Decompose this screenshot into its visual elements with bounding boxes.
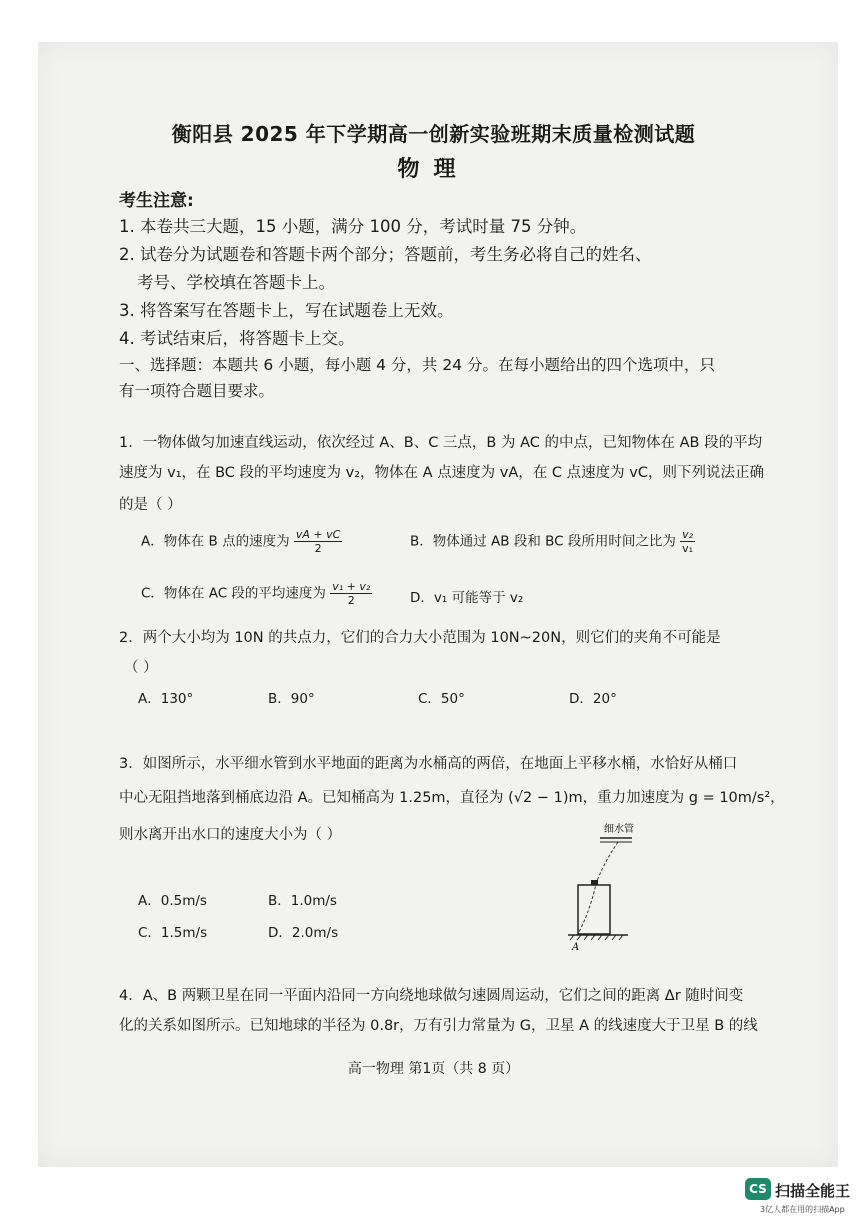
- page-footer: 高一物理 第1页（共 8 页）: [347, 1061, 520, 1077]
- q3-option-c: C．1.5m/s: [138, 925, 208, 941]
- q4-line1: 4．A、B 两颗卫星在同一平面内沿同一方向绕地球做匀速圆周运动，它们之间的距离 Δr 随时间变: [119, 988, 744, 1004]
- q3-line3: 则水离开出水口的速度大小为（ ）: [119, 827, 342, 843]
- q3-bucket-figure: [560, 816, 650, 956]
- q1-option-c-denominator: 2: [347, 594, 355, 607]
- section1-line2: 有一项符合题目要求。: [119, 382, 275, 400]
- scanner-brand: 扫描全能王: [775, 1182, 851, 1200]
- point-a-label: A: [572, 942, 580, 953]
- q1-option-b: [410, 528, 695, 555]
- q4-line2: 化的关系如图所示。已知地球的半径为 0.8r，万有引力常量为 G，卫星 A 的线速度大于卫星 B 的线: [119, 1018, 758, 1034]
- q1-option-a-numerator: vA + vC: [295, 528, 341, 541]
- q3-line2: 中心无阻挡地落到桶底边沿 A。已知桶高为 1.25m，直径为 (√2 − 1)m，重力加速度为 g = 10m/s²，: [119, 790, 785, 806]
- notice-item-1: 1. 本卷共三大题，15 小题，满分 100 分，考试时量 75 分钟。: [119, 217, 587, 236]
- q3-option-b: B．1.0m/s: [268, 893, 337, 909]
- q1-option-b-numerator: v₂: [682, 528, 694, 541]
- q1-line3: 的是（ ）: [119, 497, 182, 513]
- q1-option-a: [141, 528, 342, 555]
- water-trajectory: [578, 842, 618, 934]
- q1-option-b-denominator: v₁: [682, 542, 694, 555]
- scanner-tagline: 3亿人都在用的扫描App: [760, 1205, 845, 1214]
- notice-heading: 考生注意:: [119, 191, 194, 211]
- q1-option-d: D．v₁ 可能等于 v₂: [410, 590, 524, 606]
- notice-item-2: 2. 试卷分为试题卷和答题卡两个部分；答题前，考生务必将自己的姓名、: [119, 245, 652, 264]
- subject-title: 物理: [397, 157, 470, 182]
- q3-option-d: D．2.0m/s: [268, 925, 339, 941]
- notice-item-3: 3. 将答案写在答题卡上，写在试题卷上无效。: [119, 301, 454, 320]
- q2-option-a: A．130°: [138, 691, 194, 707]
- scanner-watermark: [745, 1178, 851, 1200]
- pipe-label: 细水管: [604, 824, 634, 835]
- q2-line2: （ ）: [124, 660, 158, 676]
- q2-option-d: D．20°: [569, 691, 617, 707]
- q1-line1: 1．一物体做匀加速直线运动，依次经过 A、B、C 三点，B 为 AC 的中点，已知物体在 AB 段的平均: [119, 435, 763, 451]
- q1-option-a-text: A．物体在 B 点的速度为: [141, 533, 290, 550]
- q2-option-c: C．50°: [418, 691, 465, 707]
- q2-line1: 2．两个大小均为 10N 的共点力，它们的合力大小范围为 10N~20N，则它们的夹角不可能是: [119, 630, 721, 646]
- q1-option-c-fraction: [330, 580, 372, 607]
- q2-option-b: B．90°: [268, 691, 315, 707]
- q1-option-a-denominator: 2: [314, 542, 322, 555]
- q1-option-c: [141, 580, 372, 607]
- exam-title: 衡阳县 2025 年下学期高一创新实验班期末质量检测试题: [171, 122, 696, 146]
- notice-item-2-cont: 考号、学校填在答题卡上。: [137, 273, 335, 292]
- q3-option-a: A．0.5m/s: [138, 893, 207, 909]
- scanner-logo-icon: CS: [745, 1178, 771, 1200]
- notice-item-4: 4. 考试结束后，将答题卡上交。: [119, 329, 355, 348]
- q1-option-c-text: C．物体在 AC 段的平均速度为: [141, 585, 326, 602]
- q3-line1: 3．如图所示，水平细水管到水平地面的距离为水桶高的两倍，在地面上平移水桶，水恰好从桶口: [119, 756, 738, 772]
- q1-line2: 速度为 v₁，在 BC 段的平均速度为 v₂，物体在 A 点速度为 vA，在 C 点速度为 vC，则下列说法正确: [119, 465, 764, 481]
- q1-option-a-fraction: [294, 528, 342, 555]
- bucket-mouth: [591, 880, 598, 885]
- section1-line1: 一、选择题：本题共 6 小题，每小题 4 分，共 24 分。在每小题给出的四个选项中，只: [119, 356, 716, 374]
- q1-option-c-numerator: v₁ + v₂: [332, 580, 371, 593]
- q1-option-b-text: B．物体通过 AB 段和 BC 段所用时间之比为: [410, 533, 676, 550]
- q1-option-b-fraction: [680, 528, 695, 555]
